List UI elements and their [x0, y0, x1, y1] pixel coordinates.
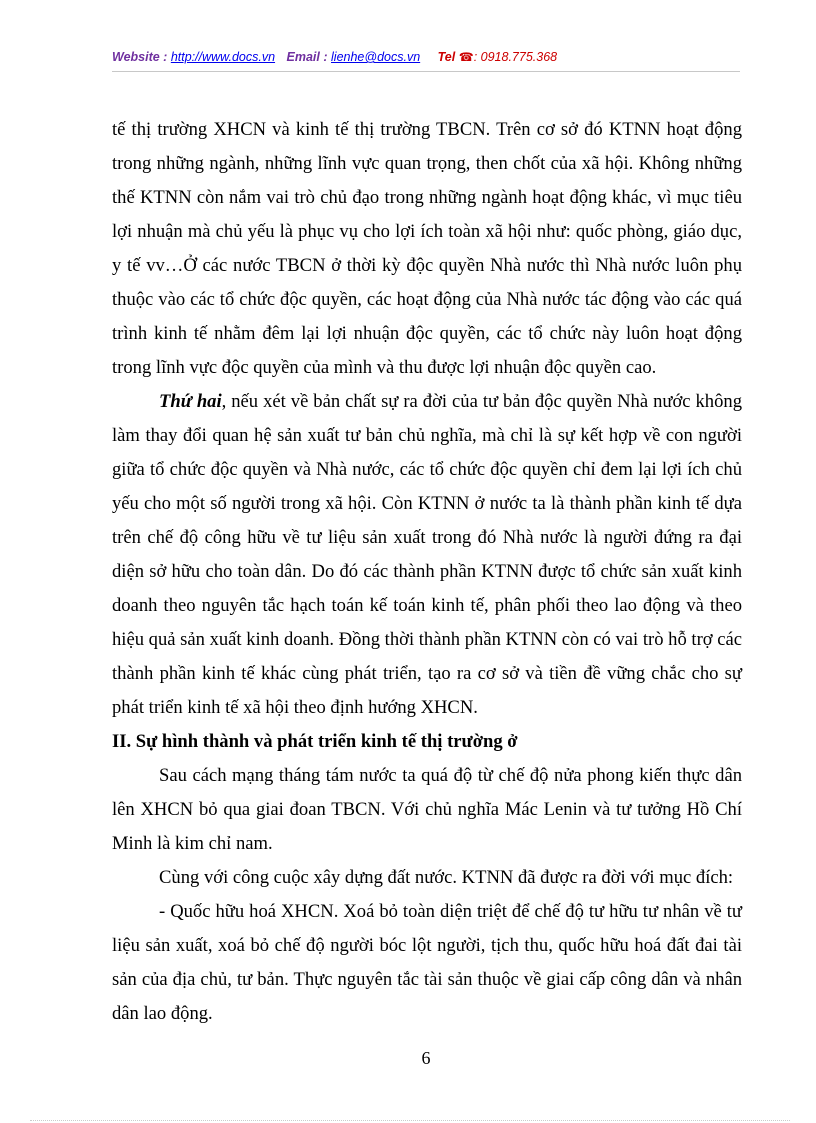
email-separator: :	[319, 50, 328, 64]
page-number: 6	[421, 1048, 431, 1068]
paragraph-4: Cùng với công cuộc xây dựng đất nước. KTNN đã được ra đời với mục đích:	[159, 867, 734, 888]
paragraph-1: tế thị trường XHCN và kinh tế thị trường TBCN. Trên cơ sở đó KTNN hoạt động trong những ngành, những lĩnh vực quan trọng, then chốt của xã hội. Không những thế KTNN còn nắm vai trò chủ đạo trong những ngành hoạt động khác, vì mục tiêu lợi nhuận mà chủ yếu là phục vụ cho lợi ích toàn xã hội như: quốc phòng, giáo dục, y tế vv…Ở các nước TBCN ở thời kỳ độc quyền Nhà nước thì Nhà nước luôn phụ thuộc vào các tổ chức độc quyền, các hoạt động của Nhà nước tác động vào các quá trình kinh tế nhằm đêm lại lợi nhuận độc quyền, các tổ chức này luôn hoạt động trong lĩnh vực độc quyền của mình và thu được lợi nhuận độc quyền cao.	[112, 119, 742, 378]
paragraph-2-text: , nếu xét về bản chất sự ra đời của tư bản độc quyền Nhà nước không làm thay đổi quan hệ sản xuất tư bản chủ nghĩa, mà chỉ là sự kết hợp về con người giữa tổ chức độc quyền và Nhà nước, các tổ chức độc quyền chỉ đem lại lợi ích chủ yếu cho một số người trong xã hội. Còn KTNN ở nước ta là thành phần kinh tế dựa trên chế độ công hữu về tư liệu sản xuất trong đó Nhà nước là người đứng ra đại diện sở hữu cho toàn dân. Do đó các thành phần KTNN được tổ chức sản xuất kinh doanh theo nguyên tắc hạch toán kế toán kinh tế, phân phối theo lao động và theo hiệu quả sản xuất kinh doanh. Đồng thời thành phần KTNN còn có vai trò hỗ trợ các thành phần kinh tế khác cùng phát triển, tạo ra cơ sở và tiền đề vững chắc cho sự phát triển kinh tế xã hội theo định hướng XHCN.	[112, 391, 743, 718]
paragraph-3: Sau cách mạng tháng tám nước ta quá độ từ chế độ nửa phong kiến thực dân lên XHCN bỏ qua giai đoan TBCN. Với chủ nghĩa Mác Lenin và tư tưởng Hồ Chí Minh là kim chỉ nam.	[112, 765, 742, 854]
email-label: Email	[286, 50, 320, 64]
document-body	[112, 113, 742, 1031]
paragraph-2	[112, 385, 742, 725]
tel-label: Tel	[437, 50, 456, 64]
website-link[interactable]: http://www.docs.vn	[170, 50, 276, 64]
footer-divider	[30, 1120, 790, 1121]
telephone-icon: ☎	[458, 50, 474, 64]
paragraph-2-lead: Thứ hai	[159, 391, 222, 412]
email-link[interactable]: lienhe@docs.vn	[331, 50, 421, 64]
website-label: Website :	[112, 50, 168, 64]
page-header	[112, 50, 740, 70]
section-heading: II. Sự hình thành và phát triển kinh tế thị trường ở	[112, 731, 518, 752]
phone-number: : 0918.775.368	[473, 50, 558, 64]
header-divider	[112, 71, 740, 72]
paragraph-5: - Quốc hữu hoá XHCN. Xoá bỏ toàn diện triệt để chế độ tư hữu tư nhân về tư liệu sản xuất, xoá bỏ chế độ người bóc lột người, tịch thu, quốc hữu hoá đất đai tài sản của địa chủ, tư bản. Thực nguyên tắc tài sản thuộc về giai cấp công dân và nhân dân lao động.	[112, 901, 742, 1024]
